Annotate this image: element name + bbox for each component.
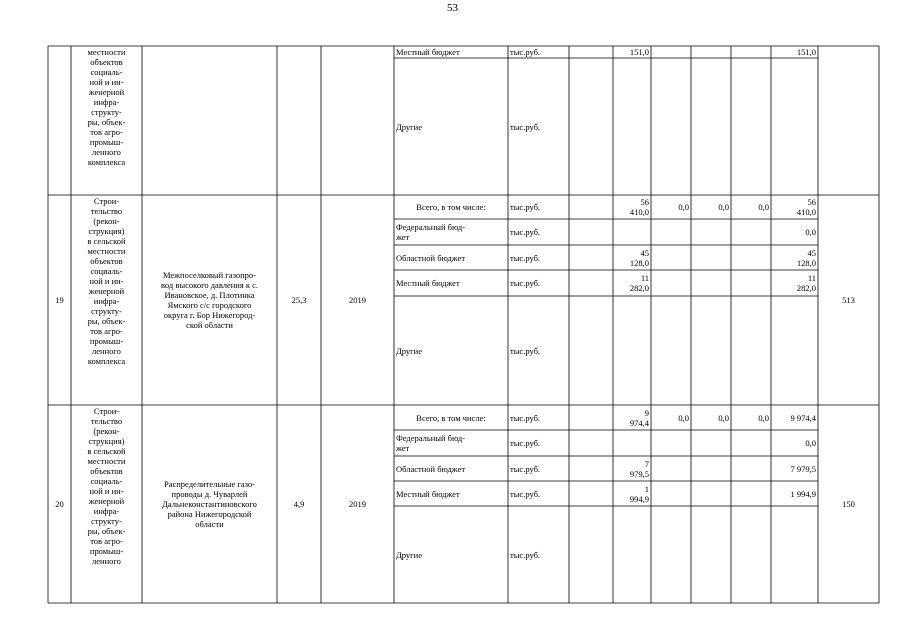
funding-source: Другие <box>396 549 422 560</box>
year: 2019 <box>349 499 366 509</box>
unit: тыс.руб. <box>510 47 541 57</box>
amount-last: 1 994,9 <box>790 488 816 499</box>
year: 2019 <box>349 295 366 305</box>
unit: тыс.руб. <box>510 227 541 237</box>
unit: тыс.руб. <box>510 488 541 499</box>
amount-total: 151,0 <box>629 47 649 57</box>
result-count: 513 <box>842 295 855 305</box>
funding-source: Местный бюджет <box>396 47 460 57</box>
object-name: Распределительные газо- проводы д. Чуварлей Дальнеконстантиновского района Нижегородской области <box>162 479 257 529</box>
unit: тыс.руб. <box>510 438 541 448</box>
amount-last: 11 282,0 <box>796 273 816 293</box>
row-number: 19 <box>55 295 64 305</box>
object-name: Межпоселковый газопро- вод высокого давления к с. Ивановское, д. Плотинка Ямского с/с городского округа г. Бор Нижегород- ской области <box>160 270 259 330</box>
amount-last: 56 410,0 <box>796 197 816 217</box>
amount-year-2: 0,0 <box>718 412 729 423</box>
funding-source: Федеральный бюд- жет <box>396 433 466 453</box>
unit: тыс.руб. <box>510 412 541 423</box>
amount-total: 9 974,4 <box>629 407 649 428</box>
unit: тыс.руб. <box>510 345 541 356</box>
length-km: 4,9 <box>293 499 305 509</box>
unit: тыс.руб. <box>510 121 541 132</box>
funding-source: Местный бюджет <box>396 488 460 499</box>
direction-cell: Строи- тельство (рекон- струкция) в сельской местности объектов социаль- ной и ин- женерной инфра- структу- ры, объек- тов агро- промыш- ленного комплекса <box>87 196 126 366</box>
length-km: 25,3 <box>291 295 307 305</box>
funding-source: Областной бюджет <box>396 463 466 474</box>
amount-year-3: 0,0 <box>758 202 769 212</box>
unit: тыс.руб. <box>510 202 541 212</box>
funding-source: Федеральный бюд- жет <box>396 222 466 242</box>
amount-year-1: 0,0 <box>678 412 689 423</box>
page-number: 53 <box>447 2 458 14</box>
amount-total: 11 282,0 <box>629 273 649 293</box>
amount-last: 0,0 <box>805 438 816 448</box>
funding-source: Другие <box>396 345 422 356</box>
direction-cell: Строи- тельство (рекон- струкция) в сельской местности объектов социаль- ной и ин- женерной инфра- структу- ры, объек- тов агро- промыш- ленного <box>87 406 126 566</box>
amount-total: 7 979,5 <box>629 458 649 479</box>
amount-total: 45 128,0 <box>629 247 649 268</box>
direction-cell: местности объектов социаль- ной и ин- женерной инфра- структу- ры, объек- тов агро- промыш- ленного комплекса <box>87 47 126 167</box>
result-count: 150 <box>842 499 855 509</box>
funding-source: Всего, в том числе: <box>416 202 486 212</box>
amount-total: 1 994,9 <box>629 483 649 504</box>
unit: тыс.руб. <box>510 549 541 560</box>
unit: тыс.руб. <box>510 463 541 474</box>
amount-year-1: 0,0 <box>678 202 689 212</box>
row-number: 20 <box>55 499 64 509</box>
amount-year-2: 0,0 <box>718 202 729 212</box>
unit: тыс.руб. <box>510 252 541 263</box>
funding-source: Областной бюджет <box>396 252 466 263</box>
unit: тыс.руб. <box>510 278 541 288</box>
amount-last: 151,0 <box>796 47 816 57</box>
funding-source: Другие <box>396 121 422 132</box>
funding-source: Местный бюджет <box>396 278 460 288</box>
amount-total: 56 410,0 <box>629 197 649 217</box>
amount-last: 7 979,5 <box>790 463 816 474</box>
amount-last: 9 974,4 <box>790 412 816 423</box>
amount-last: 0,0 <box>805 227 816 237</box>
funding-source: Всего, в том числе: <box>416 412 486 423</box>
amount-last: 45 128,0 <box>796 247 816 268</box>
amount-year-3: 0,0 <box>758 412 769 423</box>
